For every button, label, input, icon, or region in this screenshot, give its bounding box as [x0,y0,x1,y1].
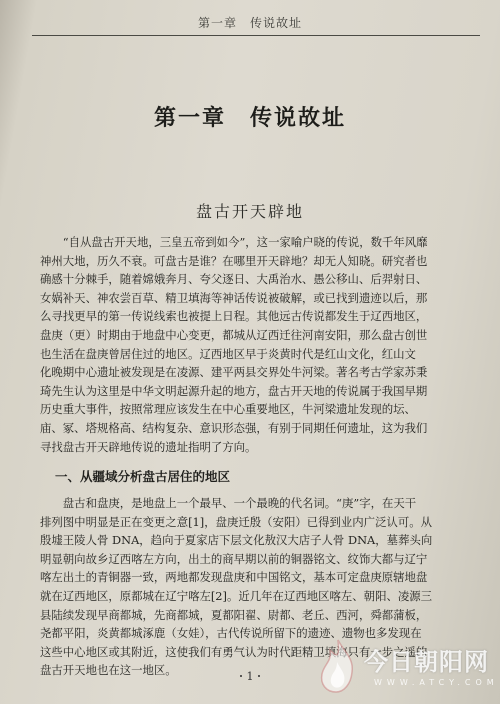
text-line: 这些中心地区或其附近，这使我们有勇气认为时代距精卫填海只有一步之遥的 [40,644,428,659]
text-line: 尧都平阳，炎黄都城涿鹿（女娃），古代传说所留下的遗迹、遗物也多发现在 [40,626,422,641]
text-line: 盘庚（更）时期由于地盘中心变更，都城从辽西迁往河南安阳，那么盘古创世 [40,327,428,342]
chapter-title: 第一章 传说故址 [153,105,346,131]
paragraph-1 [40,233,472,456]
page-number: ・1・ [235,670,265,683]
text-line: 盘古和盘庚，是地盘上一个最早、一个最晚的代名词。“庚”字，在天干 [40,496,417,510]
text-line: 寻找盘古开天辟地传说的遗址指明了方向。 [40,439,257,454]
flame-logo-icon [314,638,362,694]
text-line: 确感十分棘手，随着嫦娥奔月、夸父逐日、大禹治水、愚公移山、后羿射日、 [40,272,428,287]
text-line: 庙、冢、塔规格高、结构复杂、意识形态强，有别于同期任何遗址，这为我们 [40,420,428,435]
text-line: 么寻找更早的第一传说线索也被提上日程。其他远古传说都发生于辽西地区， [40,309,428,324]
text-line: 也生活在盘庚曾居住过的地区。辽西地区早于炎黄时代是红山文化，红山文 [40,346,416,361]
text-line: 殷墟王陵人骨 DNA，趋向于夏家店下层文化敖汉大店子人骨 DNA，墓葬头向 [40,533,433,548]
text-line: 化晚期中心遗址被发现是在凌源、建平两县交界处牛河梁。著名考古学家苏秉 [40,365,428,380]
text-line: “自从盘古开天地，三皇五帝到如今”，这一家喻户晓的传说，数千年风靡 [40,235,428,249]
text-line: 明显朝向故乡辽西喀左方向，出土的商早期以前的铜器铭文、纹饰大都与辽宁 [40,551,428,566]
watermark-url: WWW.ATCY.COM [374,678,499,687]
text-line: 琦先生认为这里是中华文明起源升起的地方，盘古开天地的传说属于我国早期 [40,383,428,398]
subheading: 一、从疆域分析盘古居住的地区 [55,469,231,484]
text-line: 就在辽西地区，原都城在辽宁喀左[2]。近几年在辽西地区喀左、朝阳、凌源三 [40,588,433,603]
text-line: 喀左出土的青铜器一致，两地都发现盘庚和中国铭文，基本可定盘庚原辖地盘 [40,570,428,585]
text-line: 排列图中明显是正在变更之意[1]，盘庚迁殷（安阳）已得到业内广泛认可。从 [40,514,433,529]
running-head: 第一章 传说故址 [197,16,302,30]
text-line: 神州大地，历久不衰。可盘古是谁？在哪里开天辟地？却无人知晓。研究者也 [40,253,428,268]
text-line: 县陆续发现早商都城，先商都城，夏都阳翟、尉都、老丘、西河，舜都蒲板， [40,607,428,622]
site-watermark [314,634,499,698]
text-line: 历史重大事件，按照常理应该发生在中心重要地区，牛河梁遗址发现的坛、 [40,402,416,417]
text-line: 盘古开天地也在这一地区。 [40,663,177,678]
header-rule [32,35,480,36]
text-line: 女娲补天、神农尝百草、精卫填海等神话传说被破解，或已找到遗迹以后，那 [40,290,428,305]
watermark-text: 今日朝阳网 [364,648,489,676]
section-title: 盘古开天辟地 [195,202,304,221]
